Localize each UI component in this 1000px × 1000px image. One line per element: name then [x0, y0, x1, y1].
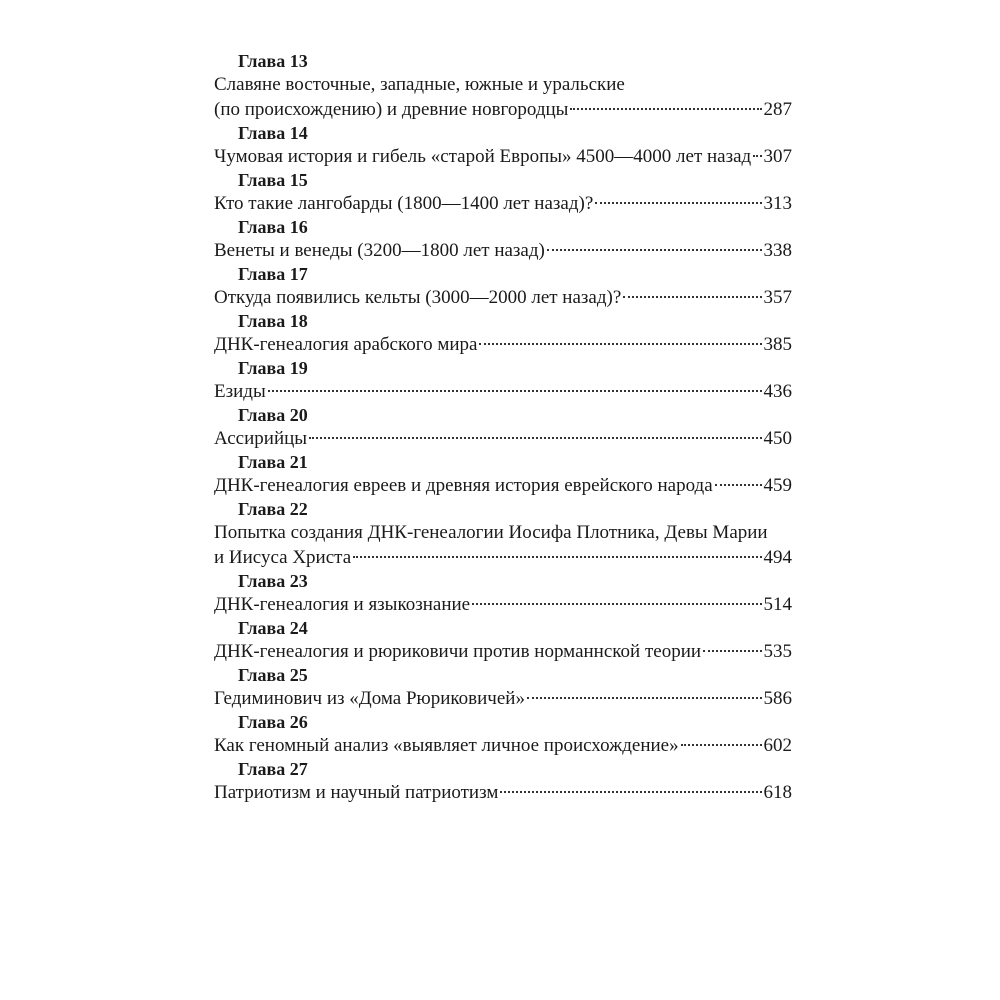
dot-leader: [547, 249, 762, 251]
page-number: 586: [763, 688, 792, 709]
chapter-heading: Глава 16: [238, 217, 308, 237]
dot-leader: [681, 744, 762, 746]
toc-entry: [214, 617, 792, 664]
chapter-title: Ассирийцы: [214, 428, 308, 449]
chapter-title-row: [214, 379, 792, 404]
chapter-heading: Глава 23: [238, 571, 308, 591]
dot-leader: [472, 603, 761, 605]
toc-entry: [214, 263, 792, 310]
toc-entry: [214, 570, 792, 617]
chapter-heading: Глава 27: [238, 759, 308, 779]
page-number: 494: [763, 547, 792, 568]
chapter-heading: Глава 24: [238, 618, 308, 638]
toc-entry: [214, 451, 792, 498]
chapter-title-row: [214, 733, 792, 758]
chapter-title-row: [214, 285, 792, 310]
page-number: 535: [763, 641, 792, 662]
chapter-title: ДНК-генеалогия и языкознание: [214, 594, 471, 615]
chapter-title-row: [214, 191, 792, 216]
dot-leader: [623, 296, 761, 298]
page-number: 514: [763, 594, 792, 615]
page-number: 313: [763, 193, 792, 214]
chapter-title: Гедиминович из «Дома Рюриковичей»: [214, 688, 525, 709]
chapter-title: Кто такие лангобарды (1800—1400 лет назад)?: [214, 193, 594, 214]
chapter-title: Венеты и венеды (3200—1800 лет назад): [214, 240, 545, 261]
chapter-title-row: [214, 144, 792, 169]
page-number: 307: [763, 146, 792, 167]
dot-leader: [479, 343, 761, 345]
table-of-contents: [214, 50, 792, 805]
chapter-title: ДНК-генеалогия и рюриковичи против норманнской теории: [214, 641, 702, 662]
chapter-heading: Глава 25: [238, 665, 308, 685]
toc-entry: [214, 216, 792, 263]
chapter-title: ДНК-генеалогия евреев и древняя история еврейского народа: [214, 475, 713, 496]
dot-leader: [309, 437, 761, 439]
page-number: 338: [763, 240, 792, 261]
chapter-title-row: [214, 238, 792, 263]
chapter-title-row: [214, 592, 792, 617]
chapter-title: Патриотизм и научный патриотизм: [214, 782, 499, 803]
toc-entry: [214, 711, 792, 758]
chapter-title-line: Славяне восточные, западные, южные и уральские: [214, 74, 625, 95]
chapter-title: Как геномный анализ «выявляет личное происхождение»: [214, 735, 679, 756]
toc-entry: [214, 498, 792, 570]
page-number: 357: [763, 287, 792, 308]
toc-entry: [214, 758, 792, 805]
dot-leader: [353, 556, 761, 558]
dot-leader: [500, 791, 761, 793]
chapter-title-line: Попытка создания ДНК-генеалогии Иосифа Плотника, Девы Марии: [214, 522, 768, 543]
chapter-title: Езиды: [214, 381, 266, 402]
toc-entry: [214, 122, 792, 169]
page-number: 436: [763, 381, 792, 402]
chapter-heading: Глава 26: [238, 712, 308, 732]
chapter-title-row: [214, 332, 792, 357]
dot-leader: [570, 108, 761, 110]
toc-entry: [214, 310, 792, 357]
page-number: 618: [763, 782, 792, 803]
dot-leader: [715, 484, 762, 486]
chapter-heading: Глава 14: [238, 123, 308, 143]
toc-entry: [214, 404, 792, 451]
page-number: 450: [763, 428, 792, 449]
chapter-heading: Глава 20: [238, 405, 308, 425]
chapter-title-row: [214, 97, 792, 122]
page-number: 385: [763, 334, 792, 355]
chapter-title-row: [214, 686, 792, 711]
dot-leader: [268, 390, 762, 392]
chapter-title-row: [214, 426, 792, 451]
chapter-title: и Иисуса Христа: [214, 547, 352, 568]
toc-entry: [214, 169, 792, 216]
dot-leader: [703, 650, 761, 652]
chapter-heading: Глава 15: [238, 170, 308, 190]
chapter-title-row: [214, 545, 792, 570]
chapter-title: ДНК-генеалогия арабского мира: [214, 334, 478, 355]
chapter-title: Откуда появились кельты (3000—2000 лет назад)?: [214, 287, 622, 308]
dot-leader: [527, 697, 762, 699]
chapter-heading: Глава 17: [238, 264, 308, 284]
chapter-heading: Глава 21: [238, 452, 308, 472]
chapter-heading: Глава 13: [238, 51, 308, 71]
toc-entry: [214, 664, 792, 711]
chapter-heading: Глава 18: [238, 311, 308, 331]
chapter-title-row: [214, 780, 792, 805]
chapter-heading: Глава 22: [238, 499, 308, 519]
page-number: 602: [763, 735, 792, 756]
toc-entry: [214, 357, 792, 404]
toc-entry: [214, 50, 792, 122]
page-number: 459: [763, 475, 792, 496]
page-number: 287: [763, 99, 792, 120]
dot-leader: [595, 202, 761, 204]
chapter-title-row: [214, 639, 792, 664]
chapter-heading: Глава 19: [238, 358, 308, 378]
dot-leader: [753, 155, 761, 157]
chapter-title: Чумовая история и гибель «старой Европы» 4500—4000 лет назад: [214, 146, 752, 167]
chapter-title: (по происхождению) и древние новгородцы: [214, 99, 569, 120]
chapter-title-row: [214, 473, 792, 498]
